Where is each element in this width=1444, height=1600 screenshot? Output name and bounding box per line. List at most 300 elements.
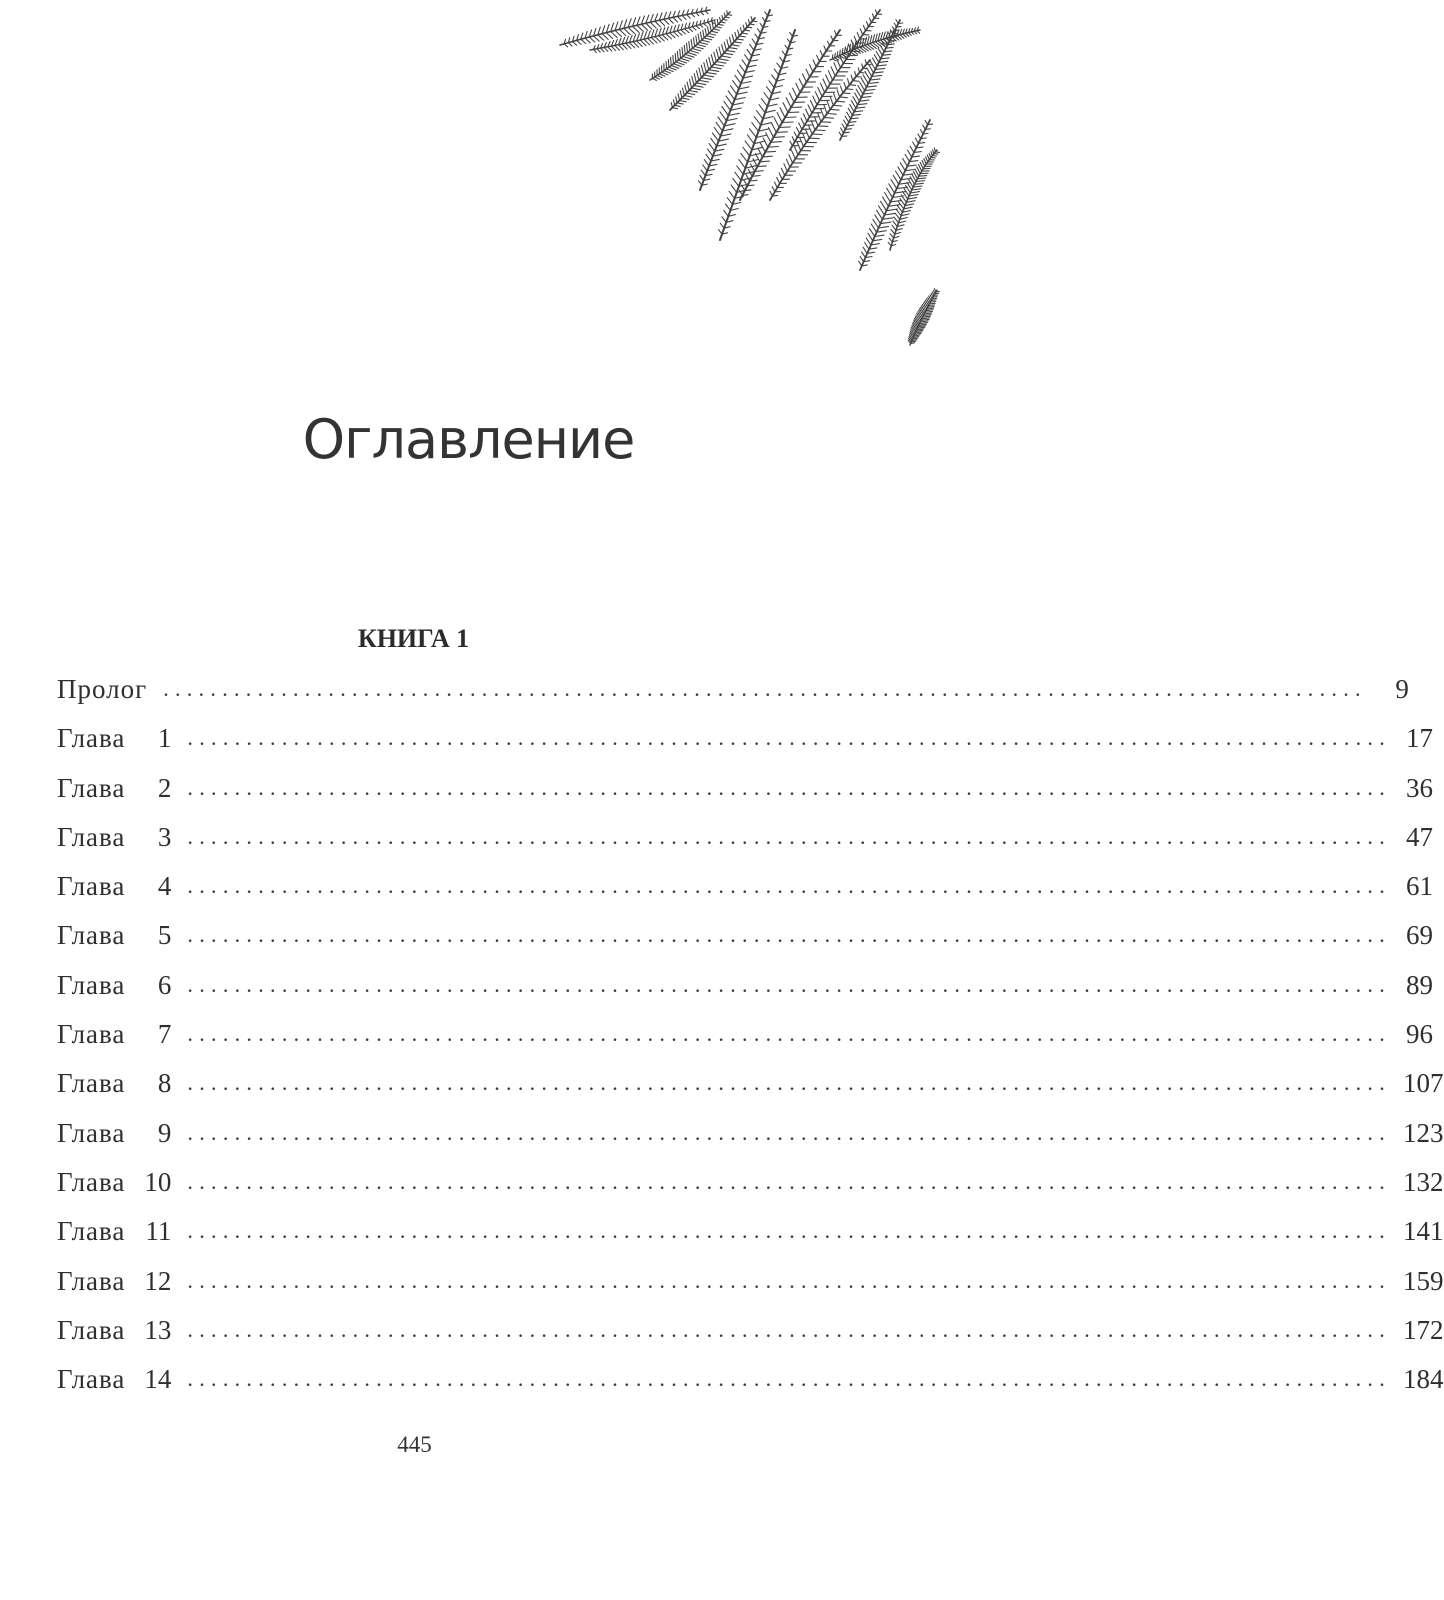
fern-leaflet [745,30,750,31]
fern-leaflet [678,60,686,63]
fern-leaflet [774,137,785,138]
fern-leaflet [740,65,746,73]
fern-leaflet [724,42,726,50]
fern-leaflet [919,143,925,144]
dot-leader: ...................................................................................................... [187,1218,1392,1244]
toc-entry-label [57,961,171,1010]
fern-leaflet [820,51,823,57]
fern-leaflet [861,97,871,98]
page-title: Оглавление [302,408,635,471]
fern-leaflet [754,117,761,126]
toc-entry-page: 141 [1403,1216,1444,1247]
toc-entry[interactable] [57,1059,1444,1108]
fern-leaflet [824,105,827,114]
fern-leaflet [726,50,735,51]
fern-leaflet [750,44,754,50]
fern-leaflet [720,223,724,228]
fern-leaflet [750,24,755,25]
fern-leaflet [719,230,723,234]
fern-leaflet [669,67,676,70]
fern-leaflet [834,94,837,102]
toc-entry-title: Глава [57,1216,126,1247]
fern-leaflet [844,83,846,89]
fern-leaflet [684,45,685,54]
fern-leaflet [764,93,770,101]
fern-leaflet [767,87,772,94]
toc-entry-title: Глава [57,821,126,852]
toc-entry-label [57,1109,171,1158]
fern-leaflet [747,27,752,28]
toc-entry-page: 17 [1406,723,1434,754]
fern-leaflet [906,33,909,36]
fern-leaflet [927,308,934,309]
fern-leaflet [693,38,694,47]
fern-leaflet [881,222,891,224]
fern-leaflet [926,157,928,162]
fern-leaflet [687,93,695,95]
fern-leaflet [897,187,908,188]
fern-leaflet [673,55,674,63]
fern-leaflet [718,117,724,126]
fern-leaflet [751,17,752,21]
page-number: 445 [397,1432,432,1457]
toc-entry-chapter-number: 9 [157,1117,172,1148]
toc-entry[interactable] [57,1010,1434,1059]
fern-leaflet [905,154,909,161]
fern-leaflet [835,31,837,36]
fern-leaflet [774,69,778,75]
toc-entry[interactable] [57,1355,1444,1404]
fern-leaflet [742,33,748,34]
fern-leaflet [682,15,686,19]
fern-leaflet [712,23,713,29]
fern-leaflet [671,66,679,69]
fern-leaflet [677,103,683,104]
fern-leaflet [743,147,750,156]
fern-leaflet [761,99,767,107]
fern-leaflet [742,195,748,196]
fern-leaflet [820,83,824,92]
book-heading: КНИГА 1 [357,624,470,653]
toc-entry-title: Глава [57,920,126,951]
toc-entry-chapter-number: 2 [157,772,172,803]
fern-leaflet [818,126,828,127]
fern-leaflet [619,45,624,50]
fern-leaflet [737,70,743,78]
fern-leaflet [701,78,711,80]
fern-leaflet [792,150,796,159]
fern-leaflet [732,45,740,46]
fern-leaflet [713,133,719,141]
fern-leaflet [760,161,770,162]
fern-leaflet [921,130,924,134]
fern-leaflet [667,69,674,72]
fern-leaflet [692,49,701,52]
fern-leaflet [777,63,781,68]
fern-leaflet [891,229,895,234]
toc-entry-title: Глава [57,1166,126,1197]
fern-leaflet [878,48,882,55]
toc-entry-title: Глава [57,871,126,902]
fern-leaflet [700,32,701,40]
fern-leaflet [728,15,732,16]
dot-leader: ...................................................................................................... [187,1316,1392,1342]
fern-leaflet [727,11,728,15]
fern-leaflet [911,343,915,344]
fern-leaflet [687,43,688,52]
fern-leaflet [866,238,871,245]
toc-entry-label [57,1010,171,1059]
fern-leaflet [870,79,880,80]
fern-leaflet [889,184,895,193]
fern-leaflet [757,111,763,119]
toc-entry-chapter-number: 3 [157,821,172,852]
toc-entry-page: 132 [1403,1166,1444,1197]
fern-leaflet [843,93,850,94]
fern-leaflet [700,176,704,181]
fern-leaflet [785,117,796,118]
fern-leaflet [784,164,787,172]
fern-leaflet [696,83,705,85]
fern-leaflet [921,138,927,139]
fern-leaflet [699,68,701,78]
fern-leaflet [821,122,831,123]
toc-entry[interactable] [57,1306,1444,1355]
fern-leaflet [662,72,668,75]
fern-leaflet [677,51,678,60]
fern-leaflet [891,180,897,189]
fern-leaflet [763,138,768,147]
toc-entry[interactable] [57,665,1409,714]
fern-leaflet [714,64,724,66]
fern-leaflet [689,42,690,51]
fern-leaflet [594,36,600,41]
fern-leaflet [844,132,850,133]
fern-leaflet [779,127,790,128]
fern-leaflet [664,19,669,24]
toc-entry[interactable] [57,1257,1444,1306]
fern-leaflet [755,34,759,39]
fern-leaflet [746,23,747,27]
fern-leaflet [729,48,737,49]
fern-leaflet [918,134,921,139]
fern-leaflet [770,191,772,196]
fern-leaflet [568,43,572,46]
fern-leaflet [589,37,595,42]
fern-leaflet [922,160,925,166]
fern-leaflet [888,242,891,246]
fern-leaflet [701,170,705,176]
fern-leaflet [769,128,774,138]
toc-entry-label [57,764,171,813]
toc-entry-label [57,1158,171,1207]
fern-leaflet [779,173,782,180]
fern-leaflet [758,148,763,157]
dot-leader: ...................................................................................................... [187,971,1392,997]
toc-entry-chapter-number: 13 [144,1314,172,1345]
toc-entry-label [57,813,171,862]
fern-leaflet [865,60,866,64]
fern-leaflet [678,94,680,101]
fern-leaflet [857,33,860,39]
fern-leaflet [760,23,763,27]
toc-entry-page: 89 [1406,969,1434,1000]
fern-leaflet [775,182,778,188]
fern-leaflet [671,57,672,65]
fern-leaflet [726,96,733,105]
fern-leaflet [720,17,721,22]
fern-leaflet [876,51,880,58]
fern-branches-illustration [540,0,937,370]
fern-leaflet [739,160,746,169]
fern-leaflet [842,124,845,129]
fern-leaflet [912,189,921,190]
dot-leader: ...................................................................................................... [187,823,1392,849]
fern-leaflet [696,26,699,29]
fern-leaflet [714,29,720,30]
fern-leaflet [702,40,710,42]
fern-leaflet [682,98,689,99]
fern-leaflet [823,79,827,88]
fern-leaflet [735,172,741,180]
fern-leaflet [867,22,869,27]
fern-leaflet [828,71,832,80]
fern-leaflet [863,25,865,30]
fern-leaflet [699,42,707,44]
fern-leaflet [677,31,682,35]
toc-entry-chapter-number: 1 [157,723,172,754]
toc-entry-page: 184 [1403,1364,1444,1395]
fern-leaflet [898,167,903,175]
fern-leaflet [836,101,844,102]
fern-leaflet [724,211,729,217]
fern-leaflet [673,17,678,22]
fern-leaflet [813,96,817,105]
fern-leaflet [875,10,877,14]
fern-leaflet [893,175,899,184]
fern-leaflet [894,23,896,27]
fern-leaflet [737,166,743,174]
toc-entry-page: 36 [1406,772,1434,803]
fern-leaflet [813,60,816,67]
fern-leaflet [709,144,715,152]
fern-leaflet [703,30,704,38]
toc-entry-page: 96 [1406,1019,1434,1050]
toc-entry[interactable] [57,961,1434,1010]
toc-entry[interactable] [57,764,1434,813]
fern-leaflet [652,79,656,81]
fern-leaflet [796,83,800,92]
fern-leaflet [737,39,744,40]
fern-leaflet [875,215,881,224]
fern-leaflet [696,36,697,45]
fern-leaflet [735,75,741,83]
fern-leaflet [837,52,838,57]
toc-entry-label [57,714,171,763]
toc-entry[interactable] [57,862,1434,911]
fern-leaflet [611,32,617,38]
fern-leaflet [716,50,718,59]
fern-leaflet [745,141,752,150]
toc-entry-label [57,911,171,960]
fern-leaflet [601,48,604,52]
fern-leaflet [763,156,773,157]
fern-leaflet [671,103,672,108]
fern-leaflet [844,120,848,126]
fern-leaflet [827,114,836,115]
fern-leaflet [758,29,761,34]
fern-leaflet [903,159,908,167]
fern-leaflet [826,75,830,84]
fern-leaflet [765,12,768,16]
fern-leaflet [564,44,568,47]
fern-leaflet [841,86,843,93]
toc-entry[interactable] [57,1207,1444,1256]
fern-leaflet [739,36,745,37]
fern-leaflet [710,25,711,31]
fern-leaflet [718,24,723,25]
fern-leaflet [697,71,699,81]
fern-leaflet [830,97,833,105]
fern-leaflet [925,129,930,130]
dot-leader: ...................................................................................................... [187,1366,1392,1392]
dot-leader: ...................................................................................................... [187,1021,1392,1047]
fern-leaflet [704,160,709,166]
fern-leaflet [716,27,721,28]
fern-leaflet [752,21,757,22]
fern-leaflet [721,56,730,58]
fern-leaflet [794,146,798,155]
fern-leaflet [896,20,898,24]
toc-entry-label [57,1207,171,1256]
fern-leaflet [769,81,774,88]
fern-leaflet [730,86,736,95]
fern-leaflet [839,132,842,136]
toc-entry[interactable] [57,1158,1444,1207]
fern-leaflet [782,51,785,55]
fern-leaflet [721,22,726,23]
toc-entry-title: Пролог [57,674,148,704]
fern-leaflet [845,116,849,122]
fern-leaflet [740,28,742,33]
fern-leaflet [927,155,929,160]
fern-leaflet [858,68,859,72]
fern-leaflet [725,17,729,18]
fern-leaflet [734,42,741,43]
fern-leaflet [766,133,771,143]
fern-leaflet [803,74,807,82]
fern-leaflet [799,123,802,129]
fern-leaflet [806,109,810,117]
fern-leaflet [765,151,775,152]
fern-leaflet [741,153,748,162]
fern-leaflet [789,93,794,102]
fern-leaflet [733,80,739,89]
fern-leaflet [780,57,784,62]
toc-entry-page: 47 [1406,821,1434,852]
fern-leaflet [850,104,854,111]
fern-leaflet [828,41,830,46]
fern-leaflet [646,23,652,29]
fern-leaflet [717,19,718,24]
toc-entry-chapter-number: 14 [144,1364,172,1395]
fern-leaflet [624,28,631,34]
fern-leaflet [853,81,859,82]
toc-entry-chapter-number: 4 [157,871,172,902]
toc-entry[interactable] [57,813,1434,862]
fern-leaflet [659,20,664,26]
fern-leaflet [597,49,600,52]
fern-leaflet [846,89,853,90]
toc-entry-label [57,1306,171,1355]
fern-leaflet [824,46,826,51]
fern-leaflet [637,25,643,31]
fern-leaflet [762,18,765,22]
fern-leaflet [772,75,777,81]
fern-leaflet [771,142,782,143]
fern-leaflet [685,29,689,33]
fern-leaflet [900,163,905,171]
fern-leaflet [692,88,701,90]
fern-leaflet [729,191,735,198]
fern-leaflet [848,79,850,85]
fern-leaflet [865,90,875,91]
fern-leaflet [887,188,893,197]
dot-leader: ...................................................................................................... [163,676,1367,701]
fern-leaflet [780,108,785,118]
fern-leaflet [674,32,679,37]
toc-entry[interactable] [57,714,1434,763]
fern-leaflet [704,75,714,77]
fern-leaflet [913,142,917,148]
fern-leaflet [687,82,689,90]
fern-leaflet [705,29,706,36]
fern-leaflet [689,91,697,93]
fern-leaflet [832,59,836,61]
fern-leaflet [742,60,747,67]
dot-leader: ...................................................................................................... [187,725,1392,751]
fern-leaflet [684,96,692,98]
dot-leader: ...................................................................................................... [187,1168,1392,1194]
fern-leaflet [707,36,714,38]
fern-leaflet [708,149,713,156]
toc-entry-title: Глава [57,1265,126,1296]
fern-leaflet [931,152,932,156]
toc-entry[interactable] [57,911,1434,960]
dot-leader: ...................................................................................................... [187,1070,1392,1096]
fern-leaflet [867,86,877,87]
fern-leaflet [870,229,875,237]
fern-leaflet [747,135,754,144]
fern-leaflet [733,179,739,187]
fern-leaflet [833,105,842,106]
fern-leaflet [722,217,726,222]
fern-leaflet [934,148,935,152]
fern-leaflet [794,132,797,138]
fern-leaflet [908,150,912,157]
fern-leaflet [757,166,766,167]
fern-leaflet [622,44,627,49]
fern-leaflet [925,120,928,124]
fern-leaflet [862,64,863,68]
fern-leaflet [933,150,934,154]
fern-leaflet [581,39,586,43]
fern-leaflet [585,38,590,43]
fern-leaflet [694,74,696,83]
toc-entry[interactable] [57,1109,1444,1158]
fern-leaflet [692,76,694,85]
toc-entry-chapter-number: 8 [157,1068,172,1099]
